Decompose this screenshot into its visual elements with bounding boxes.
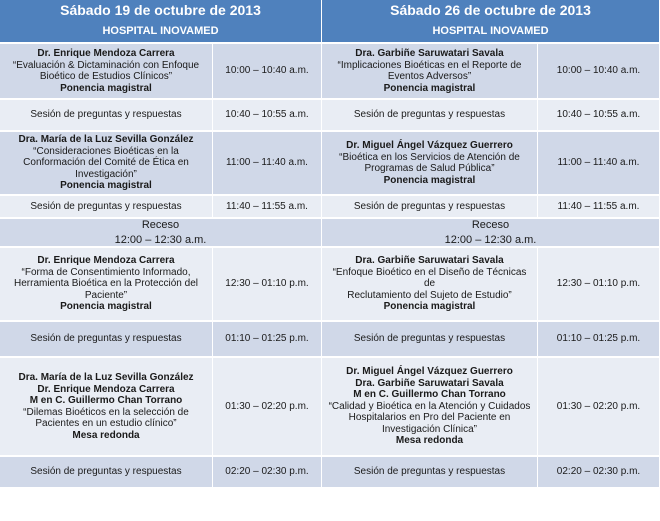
talk-title: “Enfoque Bioético en el Diseño de Técnicas de <box>332 266 527 290</box>
right-recess <box>322 219 660 248</box>
talk-title: Reclutamiento del Sujeto de Estudio” <box>347 289 512 301</box>
talk-title: Investigación” <box>75 168 137 180</box>
talk-title: “Implicaciones Bioéticas en el Reporte de <box>337 59 522 71</box>
talk-type: Ponencia magistral <box>383 174 476 186</box>
right-qa-1: Sesión de preguntas y respuestas <box>322 100 538 132</box>
talk-title: “Evaluación & Dictaminación con Enfoque <box>12 59 200 71</box>
right-time-2: 10:40 – 10:55 a.m. <box>538 100 660 132</box>
right-talk-3 <box>322 248 538 322</box>
speaker: Dra. María de la Luz Sevilla González <box>18 372 194 383</box>
left-qa-3: Sesión de preguntas y respuestas <box>0 322 213 358</box>
left-time-8: 02:20 – 02:30 p.m. <box>213 457 322 489</box>
talk-title: Investigación Clínica” <box>381 423 478 435</box>
talk-title: Hospitalarios en Pro del Paciente en <box>348 412 511 424</box>
left-time-6: 01:10 – 01:25 p.m. <box>213 322 322 358</box>
talk-title: Eventos Adversos” <box>387 71 472 82</box>
right-time-1: 10:00 – 10:40 a.m. <box>538 44 660 100</box>
left-qa-4: Sesión de preguntas y respuestas <box>0 457 213 489</box>
talk-title: Bioético de Estudios Clínicos” <box>39 71 173 82</box>
speaker: Dr. Enrique Mendoza Carrera <box>37 255 175 267</box>
speaker: Dr. Enrique Mendoza Carrera <box>37 383 175 395</box>
talk-title: “Bioética en los Servicios de Atención de <box>339 151 520 163</box>
left-time-5: 12:30 – 01:10 p.m. <box>213 248 322 322</box>
talk-type: Mesa redonda <box>72 429 140 441</box>
talk-type: Ponencia magistral <box>60 301 152 313</box>
speaker: Dr. Enrique Mendoza Carrera <box>37 48 175 59</box>
recess-label: Receso <box>141 218 180 231</box>
talk-title: “Forma de Consentimiento Informado, <box>21 266 191 278</box>
recess-label: Receso <box>471 218 510 231</box>
talk-type: Ponencia magistral <box>60 180 152 192</box>
left-time-4: 11:40 – 11:55 a.m. <box>213 196 322 219</box>
right-time-7: 01:30 – 02:20 p.m. <box>538 358 660 457</box>
speaker: M en C. Guillermo Chan Torrano <box>353 389 506 401</box>
right-time-8: 02:20 – 02:30 p.m. <box>538 457 660 489</box>
recess-time: 12:00 – 12:30 a.m. <box>444 233 537 246</box>
left-date-header: Sábado 19 de octubre de 2013 <box>0 0 322 22</box>
right-qa-2: Sesión de preguntas y respuestas <box>322 196 538 219</box>
left-recess <box>0 219 322 248</box>
left-round-table <box>0 358 213 457</box>
talk-type: Ponencia magistral <box>60 82 152 94</box>
left-venue-header: HOSPITAL INOVAMED <box>0 22 322 44</box>
left-time-1: 10:00 – 10:40 a.m. <box>213 44 322 100</box>
right-round-table <box>322 358 538 457</box>
talk-type: Ponencia magistral <box>383 301 476 313</box>
speaker: Dra. María de la Luz Sevilla González <box>18 134 194 146</box>
right-venue-header: HOSPITAL INOVAMED <box>322 22 660 44</box>
speaker: Dra. Garbiñe Saruwatari Savala <box>355 377 504 389</box>
left-qa-1: Sesión de preguntas y respuestas <box>0 100 213 132</box>
talk-title: “Consideraciones Bioéticas en la <box>33 145 179 157</box>
talk-type: Ponencia magistral <box>383 82 476 94</box>
talk-title: Paciente” <box>84 289 128 301</box>
speaker: Dr. Miguel Ángel Vázquez Guerrero <box>346 366 513 378</box>
speaker: M en C. Guillermo Chan Torrano <box>29 395 183 406</box>
right-time-4: 11:40 – 11:55 a.m. <box>538 196 660 219</box>
right-time-5: 12:30 – 01:10 p.m. <box>538 248 660 322</box>
left-time-3: 11:00 – 11:40 a.m. <box>213 132 322 196</box>
left-talk-2 <box>0 132 213 196</box>
right-date-header: Sábado 26 de octubre de 2013 <box>322 0 660 22</box>
left-qa-2: Sesión de preguntas y respuestas <box>0 196 213 219</box>
talk-type: Mesa redonda <box>395 435 464 447</box>
right-talk-2 <box>322 132 538 196</box>
left-talk-1 <box>0 44 213 100</box>
talk-title: Programas de Salud Pública” <box>364 163 495 174</box>
left-time-2: 10:40 – 10:55 a.m. <box>213 100 322 132</box>
talk-title: “Dilemas Bioéticos en la selección de <box>23 406 189 418</box>
speaker: Dr. Miguel Ángel Vázquez Guerrero <box>346 140 513 151</box>
talk-title: Conformación del Comité de Ética en <box>23 157 189 169</box>
talk-title: Herramienta Bioética en la Protección del <box>14 278 198 290</box>
speaker: Dra. Garbiñe Saruwatari Savala <box>355 48 504 59</box>
right-qa-4: Sesión de preguntas y respuestas <box>322 457 538 489</box>
right-time-6: 01:10 – 01:25 p.m. <box>538 322 660 358</box>
right-talk-1 <box>322 44 538 100</box>
left-time-7: 01:30 – 02:20 p.m. <box>213 358 322 457</box>
right-time-3: 11:00 – 11:40 a.m. <box>538 132 660 196</box>
recess-time: 12:00 – 12:30 a.m. <box>114 233 207 246</box>
talk-title: “Calidad y Bioética en la Atención y Cuidados <box>328 400 531 412</box>
speaker: Dra. Garbiñe Saruwatari Savala <box>355 255 504 267</box>
talk-title: Pacientes en un estudio clínico” <box>35 418 177 429</box>
left-talk-3 <box>0 248 213 322</box>
right-qa-3: Sesión de preguntas y respuestas <box>322 322 538 358</box>
